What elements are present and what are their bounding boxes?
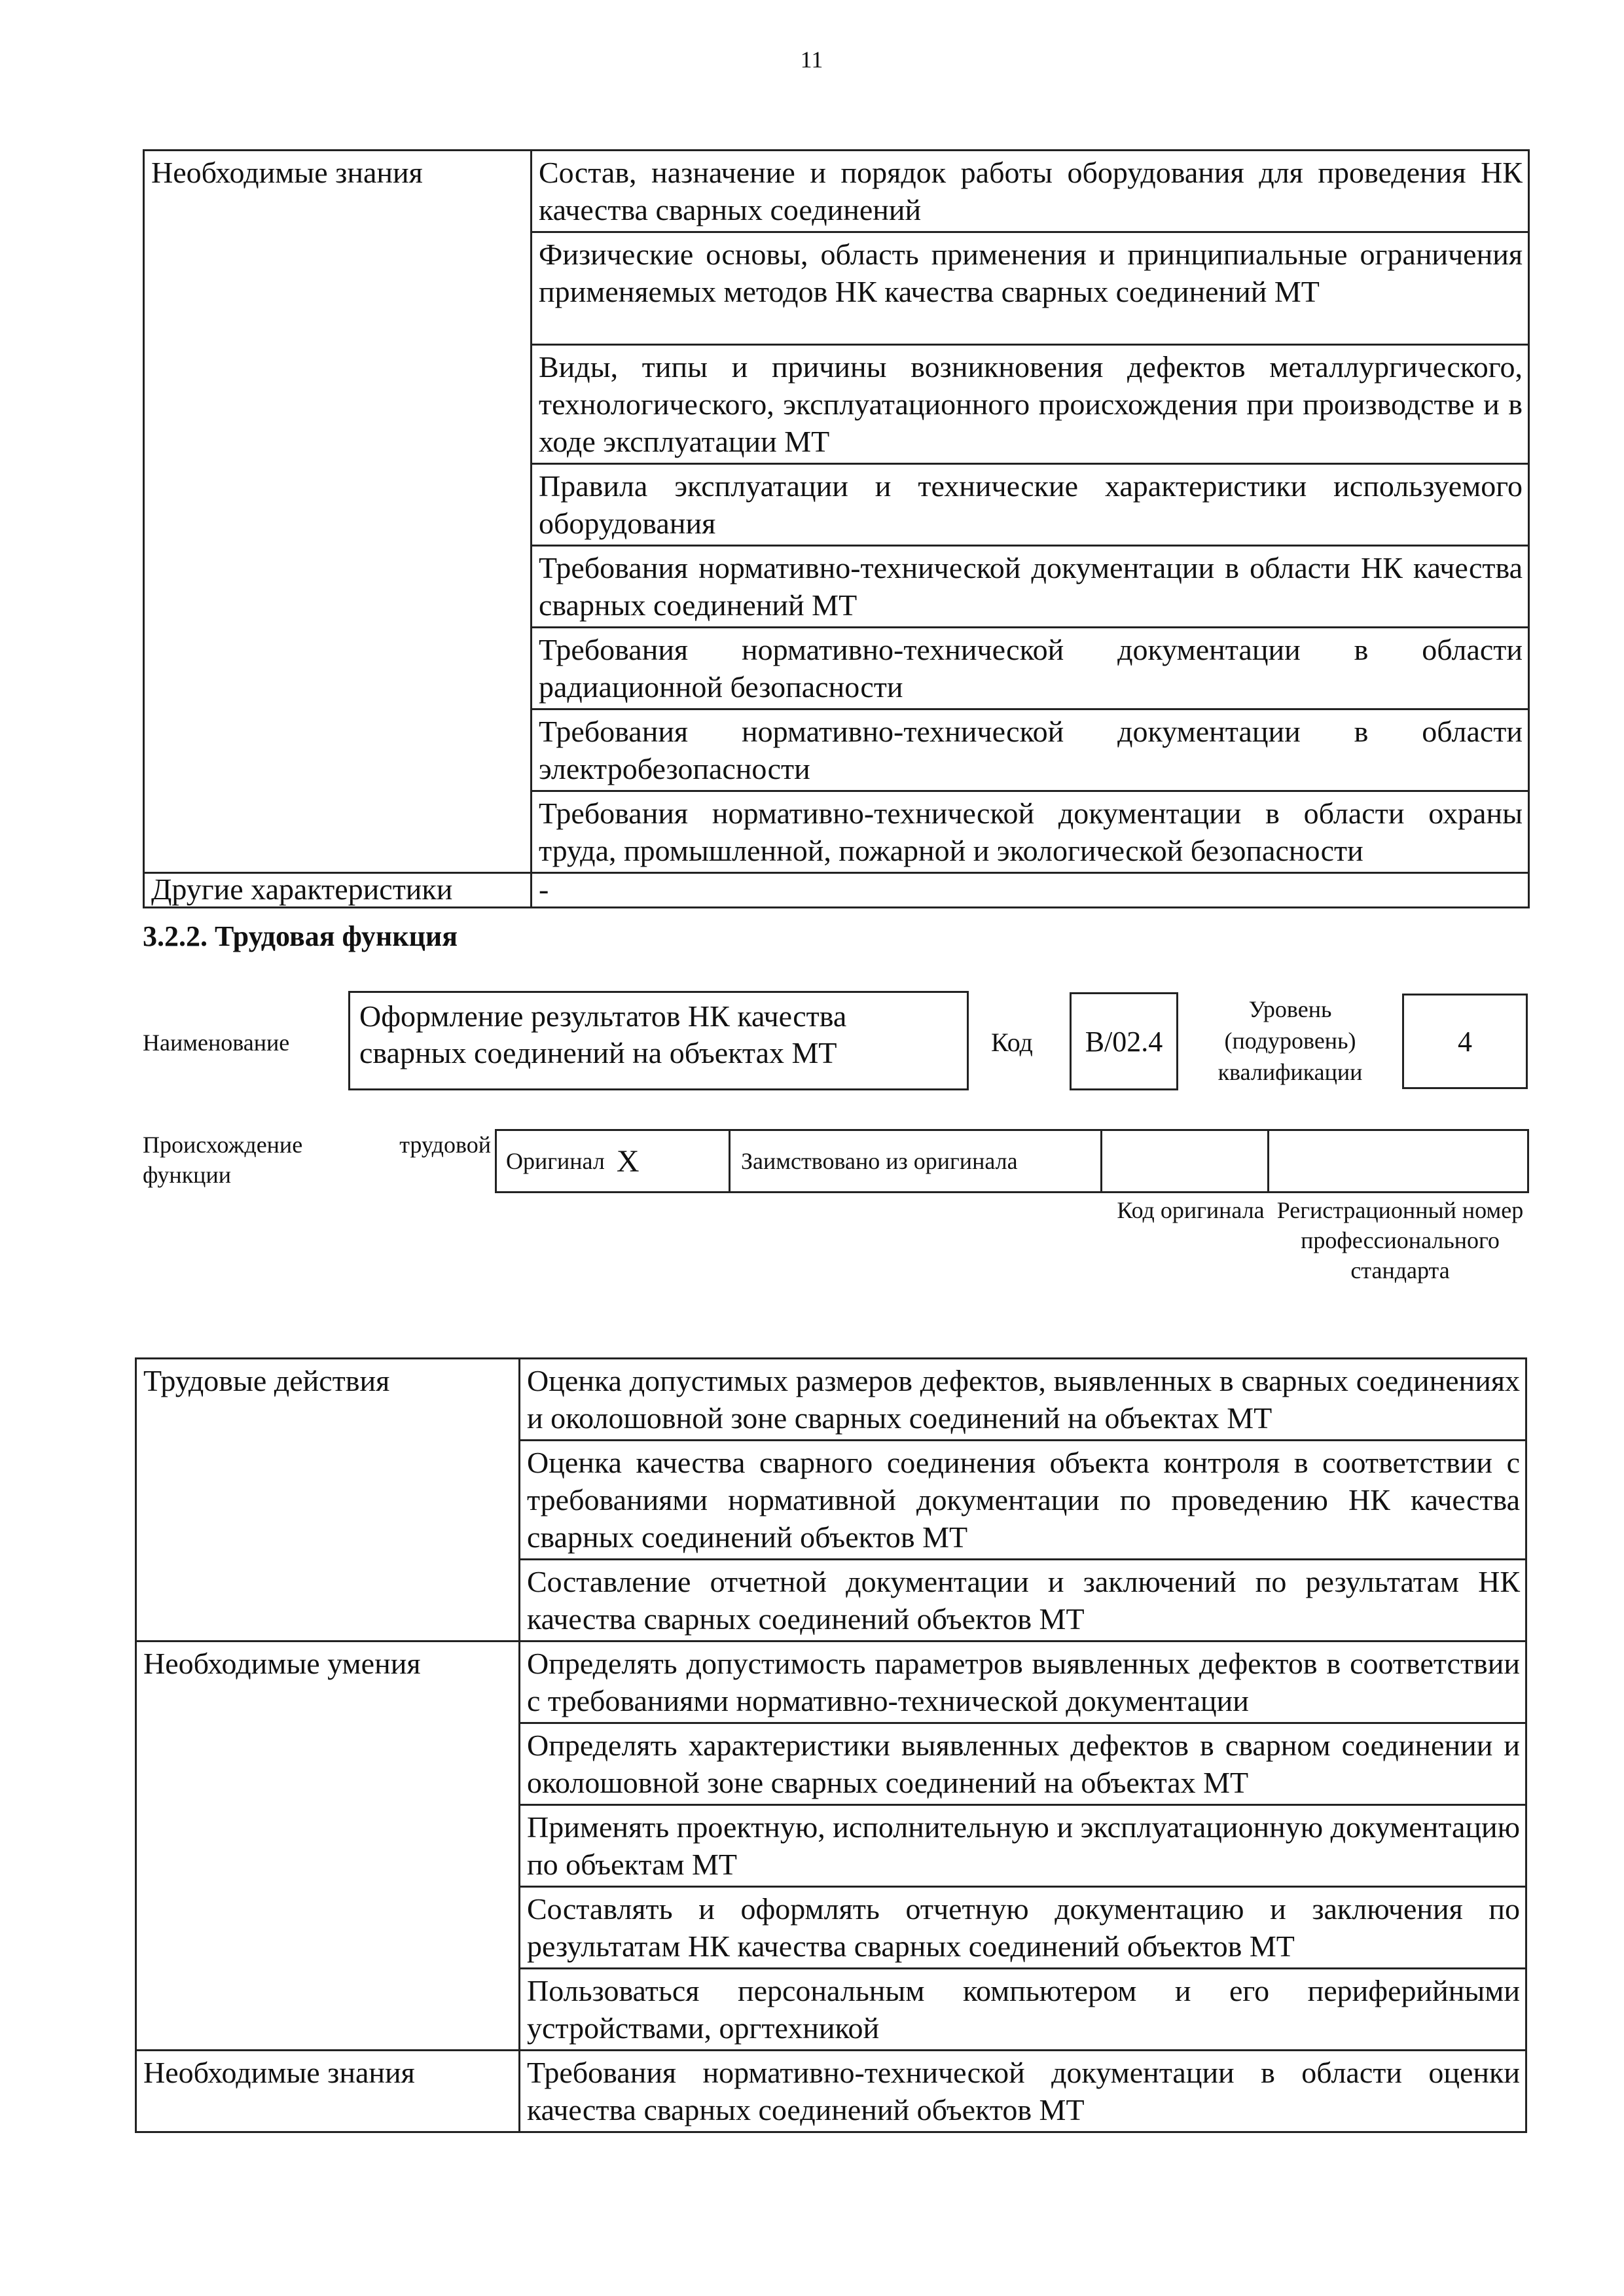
knowledge-table (143, 149, 1530, 908)
table-cell: Применять проектную, исполнительную и эксплуатационную документацию по объектам МТ (520, 1805, 1526, 1887)
level-label: Уровень (подуровень) квалификации (1218, 996, 1363, 1085)
original-code-cell (1100, 1129, 1269, 1193)
original-label: Оригинал (506, 1148, 605, 1174)
table-cell: Составлять и оформлять отчетную документацию и заключения по результатам НК качества сварных соединений объектов МТ (520, 1887, 1526, 1969)
original-mark: X (616, 1143, 640, 1179)
borrowed-cell (729, 1129, 1102, 1193)
table-cell: Правила эксплуатации и технические характеристики используемого оборудования (532, 464, 1529, 546)
row-label: Трудовые действия (136, 1359, 520, 1641)
origin-label: Происхождение трудовой функции (143, 1132, 491, 1188)
registration-number-cell (1267, 1129, 1529, 1193)
level-value: 4 (1458, 1025, 1472, 1058)
table-cell: Требования нормативно-технической документации в области радиационной безопасности (532, 628, 1529, 709)
page-number: 11 (800, 46, 823, 73)
row-label: Необходимые умения (136, 1641, 520, 2051)
table-cell: Определять характеристики выявленных дефектов в сварном соединении и околошовной зоне сварных соединений на объектах МТ (520, 1723, 1526, 1805)
code-label: Код (991, 1028, 1033, 1057)
table-cell: - (532, 873, 1529, 908)
table-cell: Виды, типы и причины возникновения дефектов металлургического, технологического, эксплуатационного происхождения при производстве и в ходе эксплуатации МТ (532, 345, 1529, 464)
table-cell: Физические основы, область применения и принципиальные ограничения применяемых методов НК качества сварных соединений МТ (532, 232, 1529, 345)
registration-caption: Регистрационный номер профессионального стандарта (1276, 1197, 1524, 1283)
table-cell: Требования нормативно-технической документации в области НК качества сварных соединений МТ (532, 546, 1529, 628)
table-cell: Определять допустимость параметров выявленных дефектов в соответствии с требованиями нормативно-технической документации (520, 1641, 1526, 1723)
borrowed-label: Заимствовано из оригинала (741, 1148, 1018, 1174)
row-label: Другие характеристики (144, 873, 532, 908)
function-name-box (348, 991, 969, 1090)
table-cell: Требования нормативно-технической документации в области оценки качества сварных соединений объектов МТ (520, 2051, 1526, 2132)
name-label: Наименование (143, 1030, 290, 1056)
level-box (1402, 994, 1528, 1089)
actions-table (135, 1357, 1527, 2133)
section-title: 3.2.2. Трудовая функция (143, 920, 458, 952)
table-cell: Оценка качества сварного соединения объекта контроля в соответствии с требованиями нормативной документации по проведению НК качества сварных соединений объектов МТ (520, 1441, 1526, 1560)
table-cell: Требования нормативно-технической документации в области охраны труда, промышленной, пожарной и экологической безопасности (532, 791, 1529, 873)
row-label: Необходимые знания (136, 2051, 520, 2132)
table-cell: Оценка допустимых размеров дефектов, выявленных в сварных соединениях и околошовной зоне сварных соединений на объектах МТ (520, 1359, 1526, 1441)
code-box (1070, 992, 1178, 1090)
origin-row (495, 1129, 1529, 1193)
code-caption: Код оригинала (1117, 1197, 1265, 1223)
table-cell: Составление отчетной документации и заключений по результатам НК качества сварных соединений объектов МТ (520, 1560, 1526, 1641)
table-cell: Требования нормативно-технической документации в области электробезопасности (532, 709, 1529, 791)
table-cell: Состав, назначение и порядок работы оборудования для проведения НК качества сварных соединений (532, 151, 1529, 232)
row-label: Необходимые знания (144, 151, 532, 873)
table-cell: Пользоваться персональным компьютером и его периферийными устройствами, оргтехникой (520, 1969, 1526, 2051)
function-name-value: Оформление результатов НК качества сварных соединений на объектах МТ (359, 999, 847, 1069)
original-cell (495, 1129, 731, 1193)
code-value: B/02.4 (1085, 1025, 1163, 1058)
